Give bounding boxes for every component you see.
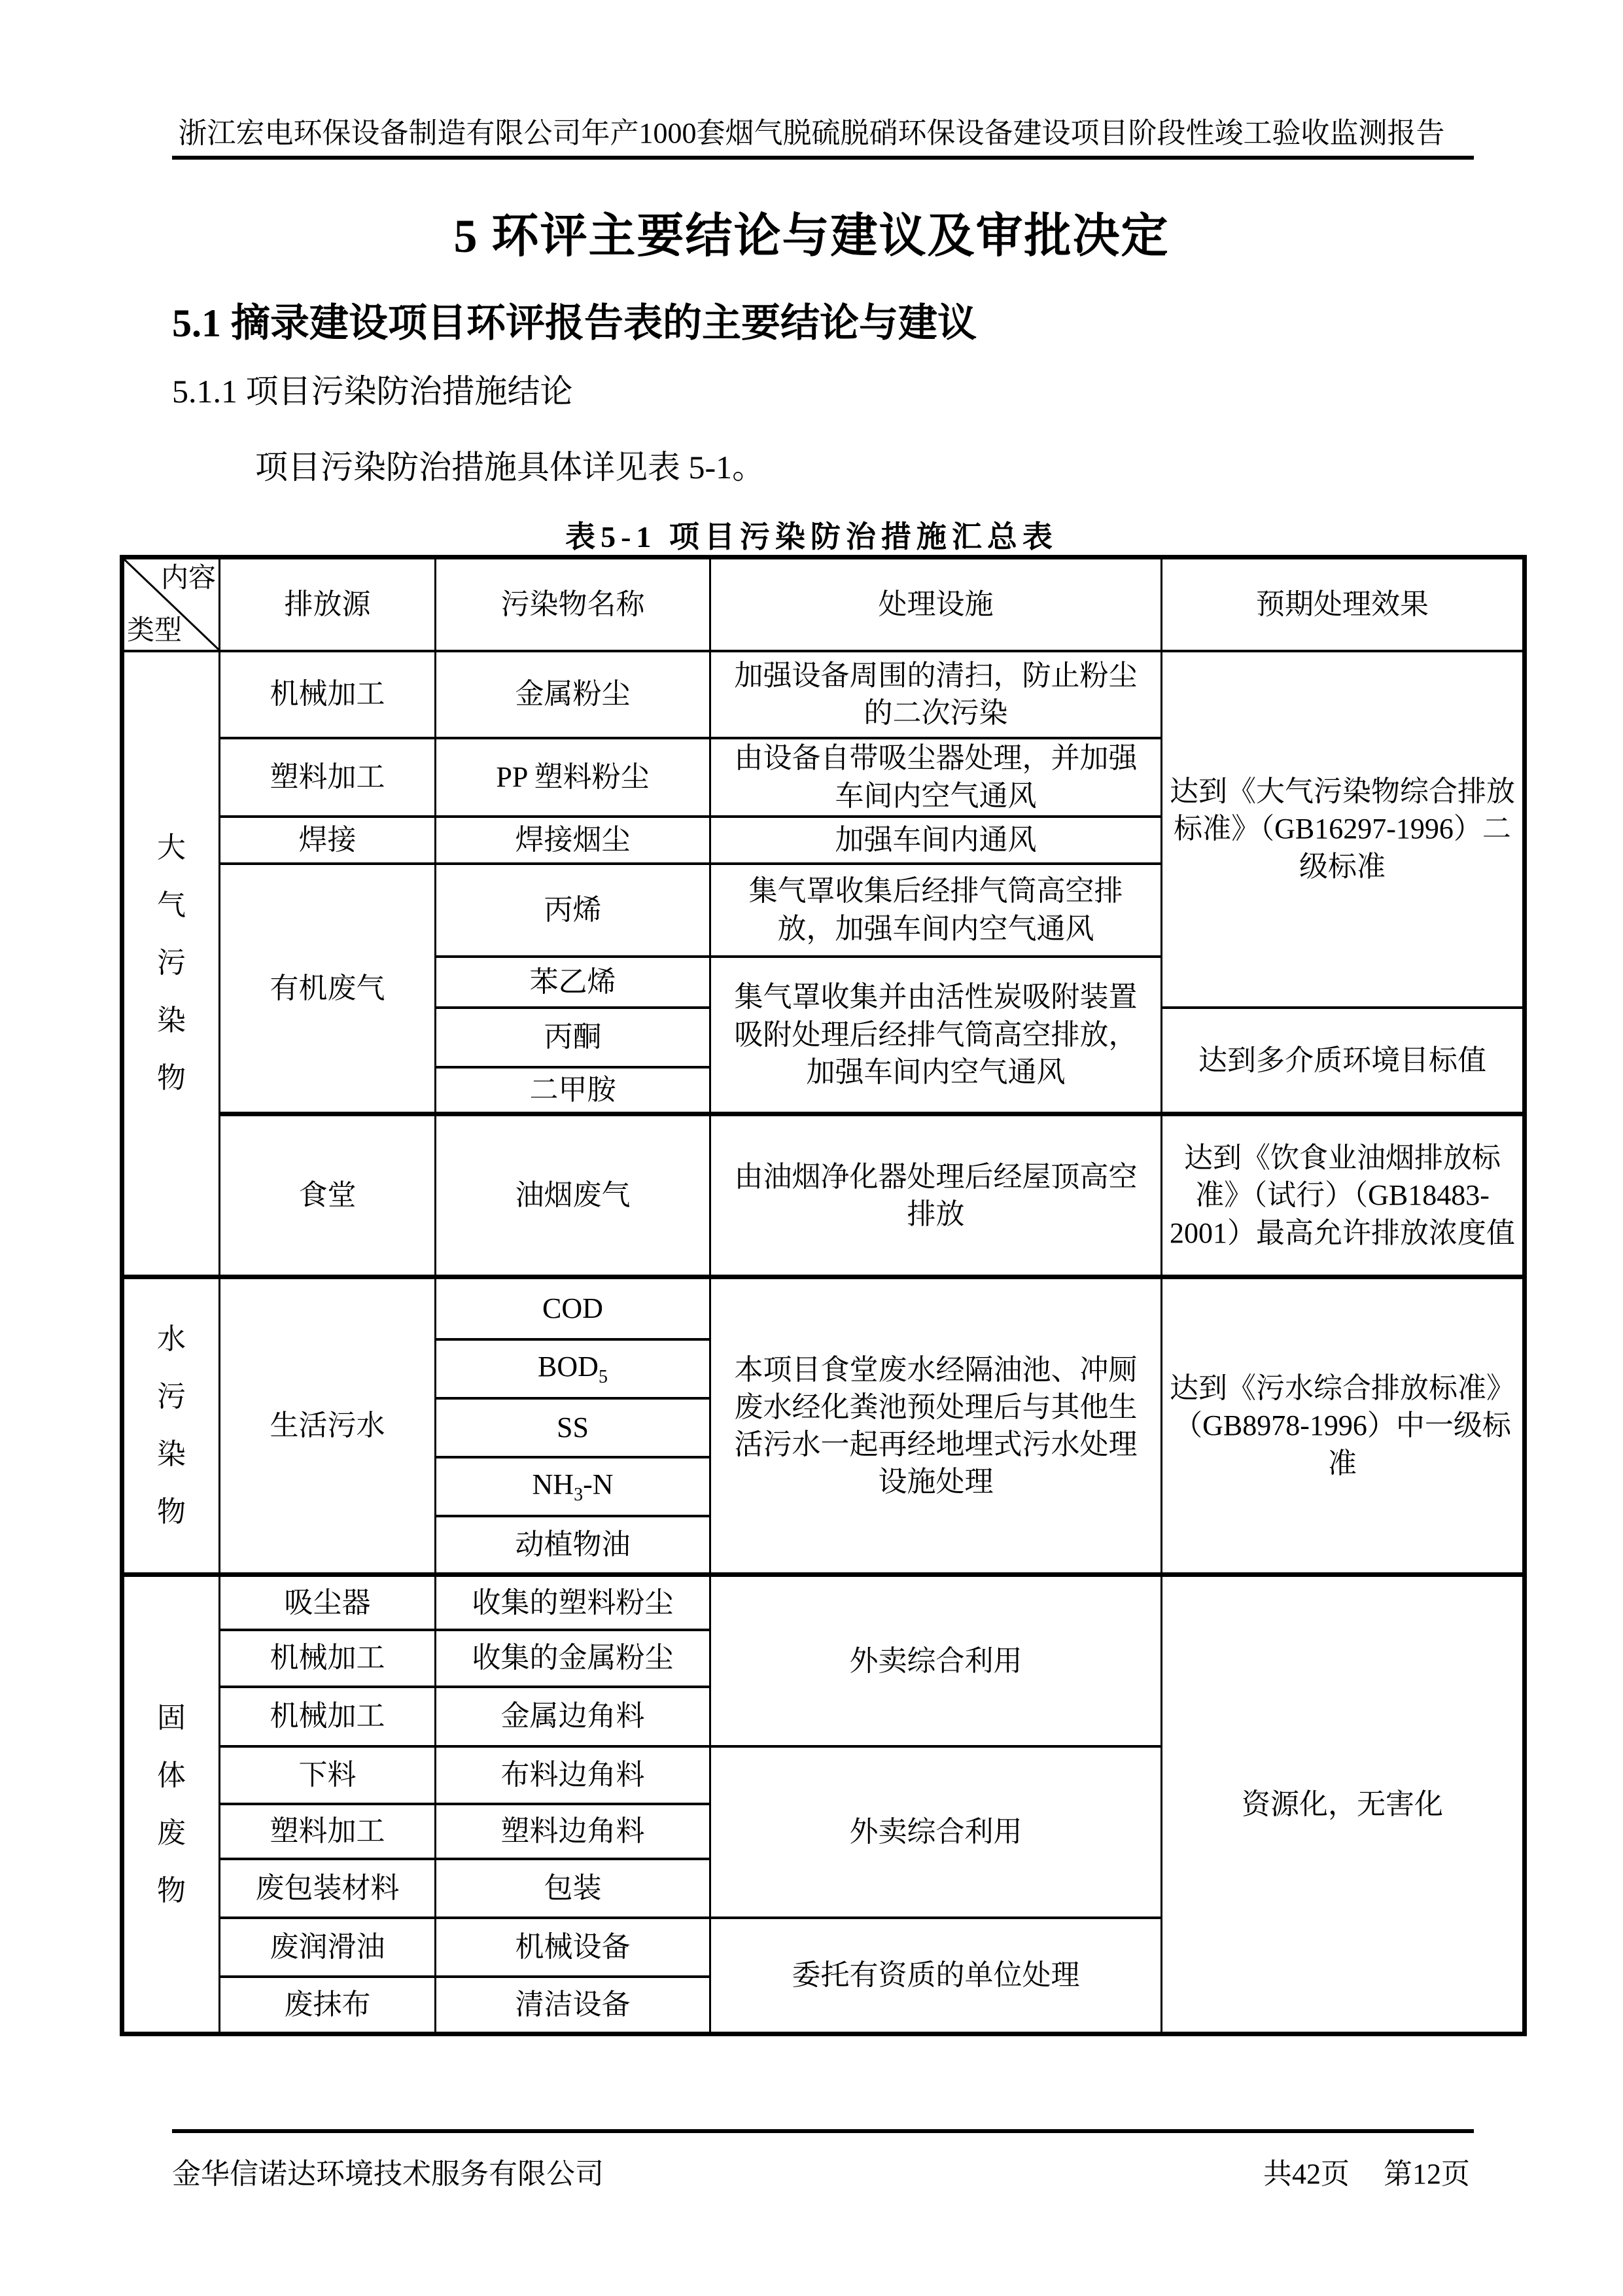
cell-source: 机械加工	[220, 651, 436, 738]
cell-source: 吸尘器	[220, 1575, 436, 1630]
category-air	[122, 651, 220, 1277]
category-air-label: 大气污染物	[157, 832, 186, 1095]
cell-source: 废抹布	[220, 1977, 436, 2034]
cell-pollutant: 二甲胺	[436, 1067, 710, 1114]
pollutant-subscript: 5	[598, 1366, 608, 1387]
cell-pollutant: 包装	[436, 1859, 710, 1918]
cell-pollutant: 布料边角料	[436, 1746, 710, 1804]
cell-pollutant: 丙烯	[436, 864, 710, 957]
table-row-canteen	[122, 1114, 1525, 1277]
body-paragraph: 项目污染防治措施具体详见表 5-1。	[255, 449, 765, 486]
cell-pollutant: 塑料边角料	[436, 1804, 710, 1859]
column-header-source: 排放源	[220, 557, 436, 651]
cell-effect-multimedia: 达到多介质环境目标值	[1162, 1008, 1525, 1114]
cell-effect-solid: 资源化，无害化	[1162, 1575, 1525, 2034]
footer-current-page: 第12页	[1384, 2158, 1470, 2190]
cell-pollutant: 机械设备	[436, 1918, 710, 1977]
footer-pagination	[1263, 2150, 1470, 2192]
page-header-text: 浙江宏电环保设备制造有限公司年产1000套烟气脱硫脱硝环保设备建设项目阶段性竣工验收监测报告	[178, 117, 1445, 149]
corner-label-content: 内容	[160, 563, 216, 593]
cell-pollutant: 动植物油	[436, 1516, 710, 1575]
cell-pollutant: 焊接烟尘	[436, 817, 710, 864]
footer-company: 金华信诺达环境技术服务有限公司	[172, 2158, 604, 2190]
cell-treatment: 集气罩收集后经排气筒高空排放，加强车间内空气通风	[710, 864, 1162, 957]
cell-pollutant: 油烟废气	[436, 1114, 710, 1277]
cell-source: 塑料加工	[220, 738, 436, 817]
cell-source: 机械加工	[220, 1687, 436, 1746]
header-rule	[172, 156, 1474, 160]
category-water-label: 水污染物	[157, 1323, 186, 1528]
page-footer	[172, 2150, 1470, 2192]
cell-treatment-water: 本项目食堂废水经隔油池、冲厕废水经化粪池预处理后与其他生活污水一起再经地埋式污水处理设施处理	[710, 1277, 1162, 1575]
cell-pollutant: 清洁设备	[436, 1977, 710, 2034]
cell-source: 废润滑油	[220, 1918, 436, 1977]
column-header-treatment: 处理设施	[710, 557, 1162, 651]
cell-pollutant: 金属边角料	[436, 1687, 710, 1746]
table-header-row	[122, 557, 1525, 651]
table-row	[122, 651, 1525, 738]
cell-treatment-recycle-2: 外卖综合利用	[710, 1746, 1162, 1918]
cell-treatment-qualified: 委托有资质的单位处理	[710, 1918, 1162, 2034]
cell-source: 机械加工	[220, 1630, 436, 1687]
pollutant-base: BOD	[538, 1350, 599, 1383]
table-caption: 表5-1 项目污染防治措施汇总表	[565, 520, 1058, 554]
subsection-heading: 5.1.1 项目污染防治措施结论	[172, 373, 573, 410]
cell-treatment: 由设备自带吸尘器处理，并加强车间内空气通风	[710, 738, 1162, 817]
pollutant-rest: -N	[583, 1468, 614, 1500]
pollution-control-table	[120, 555, 1527, 2036]
cell-source: 食堂	[220, 1114, 436, 1277]
table-row	[122, 1575, 1525, 1630]
footer-rule	[172, 2129, 1474, 2133]
category-solid	[122, 1575, 220, 2034]
corner-label-type: 类型	[127, 615, 183, 646]
cell-pollutant-bod	[436, 1339, 710, 1398]
cell-treatment-organic: 集气罩收集并由活性炭吸附装置吸附处理后经排气筒高空排放，加强车间内空气通风	[710, 957, 1162, 1114]
cell-pollutant: 丙酮	[436, 1008, 710, 1067]
cell-source: 塑料加工	[220, 1804, 436, 1859]
cell-treatment: 由油烟净化器处理后经屋顶高空排放	[710, 1114, 1162, 1277]
category-water	[122, 1277, 220, 1575]
cell-pollutant: 苯乙烯	[436, 957, 710, 1008]
category-solid-label: 固体废物	[157, 1701, 186, 1907]
cell-pollutant: PP 塑料粉尘	[436, 738, 710, 817]
cell-source: 废包装材料	[220, 1859, 436, 1918]
chapter-title: 5 环评主要结论与建议及审批决定	[453, 210, 1170, 262]
cell-pollutant: 收集的塑料粉尘	[436, 1575, 710, 1630]
section-heading: 5.1 摘录建设项目环评报告表的主要结论与建议	[172, 302, 977, 345]
cell-pollutant-nh3n	[436, 1457, 710, 1516]
cell-pollutant: 收集的金属粉尘	[436, 1630, 710, 1687]
column-header-effect: 预期处理效果	[1162, 557, 1525, 651]
cell-effect-water: 达到《污水综合排放标准》（GB8978-1996）中一级标准	[1162, 1277, 1525, 1575]
cell-pollutant: COD	[436, 1277, 710, 1339]
pollutant-subscript: 3	[574, 1484, 584, 1505]
cell-effect-canteen: 达到《饮食业油烟排放标准》（试行）（GB18483-2001）最高允许排放浓度值	[1162, 1114, 1525, 1277]
cell-source: 下料	[220, 1746, 436, 1804]
cell-treatment-recycle-1: 外卖综合利用	[710, 1575, 1162, 1746]
footer-total-pages: 共42页	[1263, 2158, 1350, 2190]
cell-source-organic: 有机废气	[220, 864, 436, 1114]
pollutant-base: NH	[532, 1468, 574, 1500]
cell-effect-air-standard: 达到《大气污染物综合排放标准》（GB16297-1996）二级标准	[1162, 651, 1525, 1008]
cell-source: 焊接	[220, 817, 436, 864]
cell-pollutant: 金属粉尘	[436, 651, 710, 738]
cell-source-domestic-sewage: 生活污水	[220, 1277, 436, 1575]
column-header-pollutant: 污染物名称	[436, 557, 710, 651]
corner-header-cell	[122, 557, 220, 651]
cell-pollutant: SS	[436, 1398, 710, 1457]
cell-treatment: 加强设备周围的清扫，防止粉尘的二次污染	[710, 651, 1162, 738]
table-row	[122, 1277, 1525, 1339]
cell-treatment: 加强车间内通风	[710, 817, 1162, 864]
